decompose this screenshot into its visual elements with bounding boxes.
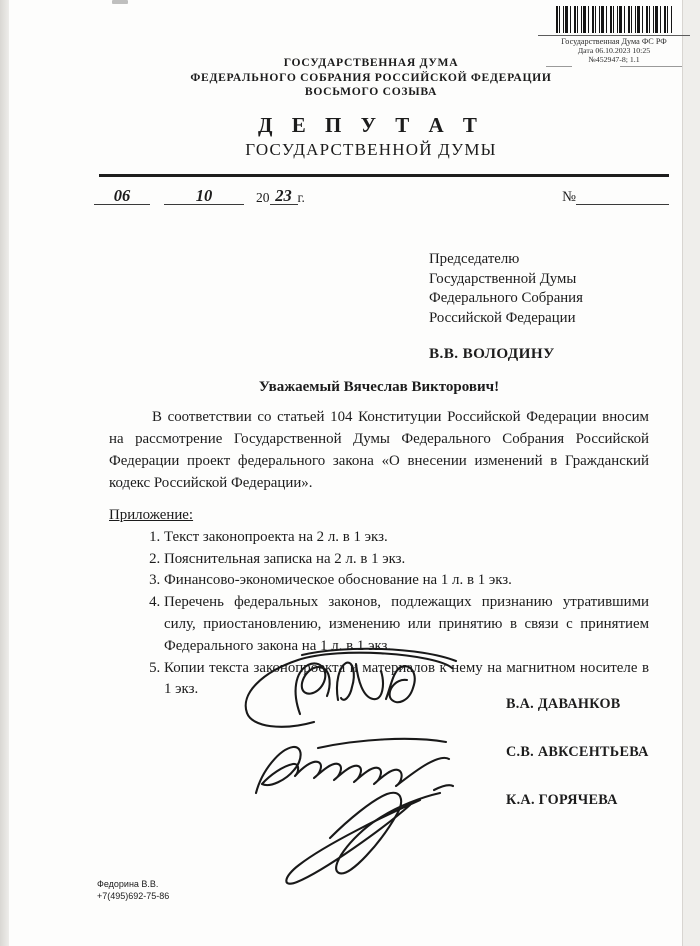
date-century-printed: 20 — [256, 190, 270, 205]
letterhead-title: Д Е П У Т А Т — [258, 112, 484, 137]
barcode-icon — [556, 6, 672, 33]
number-blank-line — [576, 190, 669, 205]
attachment-item: 1. Текст законопроекта на 2 л. в 1 экз. — [164, 527, 649, 549]
signatory-name: С.В. АВКСЕНТЬЕВА — [506, 744, 649, 760]
attachments-label: Приложение: — [109, 507, 194, 523]
addressee-line: Российской Федерации — [429, 309, 576, 326]
addressee-line: Федерального Собрания — [429, 290, 583, 306]
addressee-line: Председателю — [429, 251, 520, 267]
date-year-handwritten: 23 — [270, 188, 298, 205]
signatory-name: В.А. ДАВАНКОВ — [506, 696, 621, 712]
executor-contact-block — [97, 879, 169, 902]
addressee-line: Государственной Думы — [429, 270, 577, 287]
date-year-suffix: г. — [297, 190, 305, 205]
date-number-line — [94, 188, 669, 205]
number-sign-label: № — [562, 189, 576, 205]
letterhead-divider-rule — [99, 174, 669, 177]
executor-name: Федорина В.В. — [97, 879, 159, 889]
letterhead-line1: ГОСУДАРСТВЕННАЯ ДУМА — [283, 56, 459, 69]
date-month-handwritten: 10 — [164, 188, 244, 205]
scan-edge-left — [0, 0, 9, 946]
attachment-item: 4. Перечень федеральных законов, подлежащих признанию утратившими силу, приостановлению, изменению или принятию в связи с принятием Федерального закона на 1 л. в 1 экз. — [164, 592, 649, 657]
scan-artifact-mark — [112, 0, 128, 4]
attachments-section — [109, 505, 649, 701]
attachments-list — [109, 527, 649, 701]
salutation: Уважаемый Вячеслав Викторович! — [258, 379, 500, 395]
letterhead-line2: ФЕДЕРАЛЬНОГО СОБРАНИЯ РОССИЙСКОЙ ФЕДЕРАЦИИ — [190, 70, 552, 84]
addressee-block — [429, 250, 583, 364]
addressee-name: В.В. ВОЛОДИНУ — [429, 345, 555, 362]
letterhead — [59, 56, 683, 160]
executor-phone: +7(495)692-75-86 — [97, 890, 170, 901]
signatory-name: К.А. ГОРЯЧЕВА — [506, 792, 618, 808]
date-day-handwritten: 06 — [94, 188, 150, 205]
attachment-item: 3. Финансово-экономическое обоснование на 1 л. в 1 экз. — [164, 570, 649, 592]
letter-body-paragraph: В соответствии со статьей 104 Конституции Российской Федерации вносим на рассмотрение Государственной Думы Федерального Собрания Российской Федерации проект федерального закона «О внесении изменений в Гражданский кодекс Российской Федерации». — [109, 409, 649, 491]
letterhead-subtitle: ГОСУДАРСТВЕННОЙ ДУМЫ — [245, 139, 497, 159]
outgoing-number-group — [562, 190, 669, 205]
signatories-block — [506, 697, 649, 841]
document-page — [9, 0, 683, 946]
stamp-date: Дата 06.10.2023 10:25 — [577, 46, 651, 55]
attachment-item: 2. Пояснительная записка на 2 л. в 1 экз. — [164, 549, 649, 571]
stamp-number: №452947-8; 1.1 — [588, 55, 640, 64]
attachment-item: 5. Копии текста законопроекта и материалов к нему на магнитном носителе в 1 экз. — [164, 658, 649, 702]
stamp-organization: Государственная Дума ФС РФ — [538, 35, 690, 46]
letterhead-line3: ВОСЬМОГО СОЗЫВА — [304, 85, 438, 98]
